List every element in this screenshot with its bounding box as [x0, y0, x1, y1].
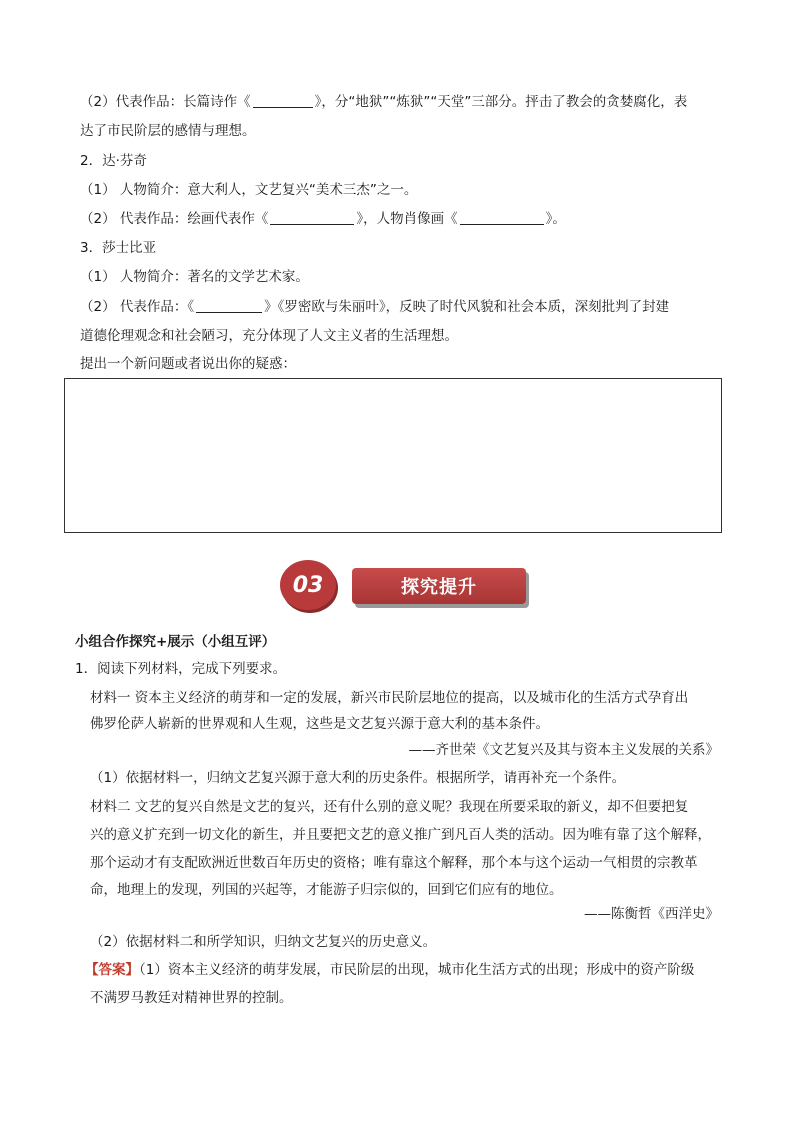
material-2-source: ——陈衡哲《西洋史》: [584, 906, 719, 922]
material-2-line-3: 那个运动才有支配欧洲近世数百年历史的资格；唯有靠这个解释，那个本与这个运动一气相贯的宗教革: [90, 855, 698, 871]
section-title-ribbon: 探究提升: [352, 568, 526, 604]
s2-intro: （1） 人物简介：意大利人，文艺复兴“美术三杰”之一。: [80, 182, 418, 198]
q1-sub-1: （1）依据材料一，归纳文艺复兴源于意大利的历史条件。根据所学，请再补充一个条件。: [90, 770, 626, 786]
blank-divine-comedy[interactable]: [253, 93, 313, 108]
q1-stem: 1．阅读下列材料，完成下列要求。: [75, 661, 287, 677]
s1-line-1: （2）代表作品：长篇诗作《 》，分“地狱”“炼狱”“天堂”三部分。抨击了教会的贪婪腐化，表: [80, 94, 688, 110]
q1-sub-2: （2）依据材料二和所学知识，归纳文艺复兴的历史意义。: [90, 934, 437, 950]
s2-works: （2） 代表作品：绘画代表作《 》，人物肖像画《 》。: [80, 211, 566, 227]
answer-line-2: 不满罗马教廷对精神世界的控制。: [90, 990, 293, 1006]
material-2-line-4: 命，地理上的发现，列国的兴起等，才能游子归宗似的，回到它们应有的地位。: [90, 882, 563, 898]
blank-painting[interactable]: [270, 210, 354, 225]
answer-tag: 【答案】: [85, 962, 139, 978]
s3-works: （2） 代表作品：《 》《罗密欧与朱丽叶》，反映了时代风貌和社会本质，深刻批判了封建: [80, 299, 670, 315]
section-number-badge: 03: [280, 560, 336, 610]
s3-title: 3．莎士比亚: [80, 240, 157, 256]
s2-title: 2．达·芬奇: [80, 153, 147, 169]
answer-line-1: 【答案】（1）资本主义经济的萌芽发展，市民阶层的出现，城市化生活方式的出现；形成中的资产阶级: [85, 962, 695, 978]
question-prompt: 提出一个新问题或者说出你的疑惑：: [80, 356, 296, 372]
material-2-line-2: 兴的意义扩充到一切文化的新生，并且要把文艺的意义推广到凡百人类的活动。因为唯有靠了这个解释，: [90, 827, 711, 843]
s3-works-line-2: 道德伦理观念和社会陋习，充分体现了人文主义者的生活理想。: [80, 328, 458, 344]
blank-portrait[interactable]: [460, 210, 544, 225]
blank-shakespeare-work[interactable]: [196, 298, 262, 313]
s3-intro: （1） 人物简介：著名的文学艺术家。: [80, 269, 309, 285]
material-1-source: ——齐世荣《文艺复兴及其与资本主义发展的关系》: [408, 742, 719, 758]
material-1-line-1: 材料一 资本主义经济的萌芽和一定的发展，新兴市民阶层地位的提高，以及城市化的生活方式孕育出: [90, 690, 689, 706]
material-2-line-1: 材料二 文艺的复兴自然是文艺的复兴，还有什么别的意义呢？我现在所要采取的新义，却不但要把复: [90, 799, 689, 815]
group-title: 小组合作探究+展示（小组互评）: [75, 634, 276, 650]
question-answer-box[interactable]: [64, 378, 722, 533]
section-banner: [280, 560, 530, 610]
material-1-line-2: 佛罗伦萨人崭新的世界观和人生观，这些是文艺复兴源于意大利的基本条件。: [90, 716, 549, 732]
s1-line-2: 达了市民阶层的感情与理想。: [80, 123, 256, 139]
